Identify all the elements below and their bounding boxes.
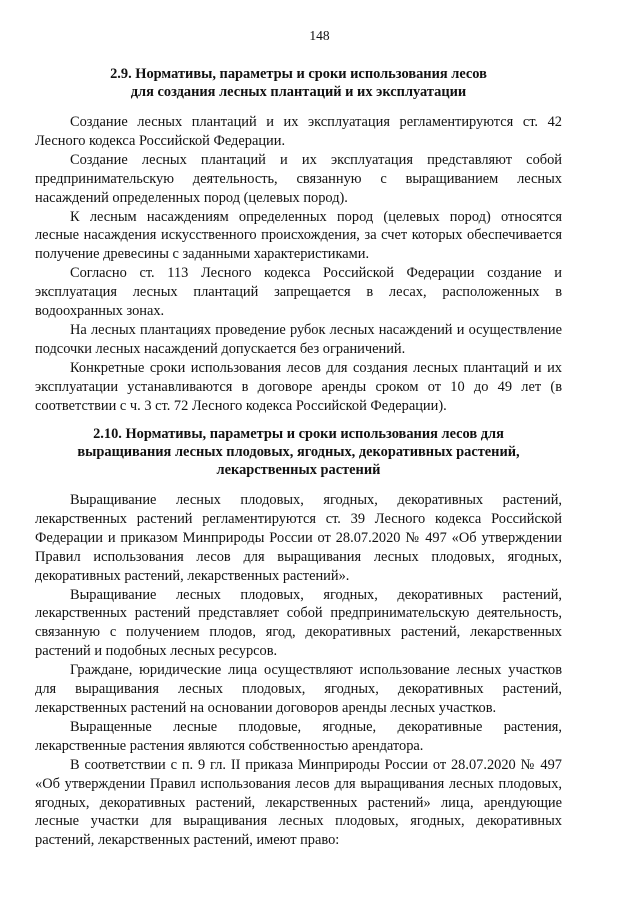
paragraph: Выращивание лесных плодовых, ягодных, декоративных растений, лекарственных растений регламентируются ст. 39 Лесного кодекса Российской Федерации и приказом Минприроды России от 28.07.2020 № 497 «Об утверждении Правил использования лесов для выращивания лесных плодовых, ягодных, декоративных растений, лекарственных растений». xyxy=(35,492,562,584)
paragraph: Создание лесных плантаций и их эксплуатация регламентируются ст. 42 Лесного кодекса Российской Федерации. xyxy=(35,114,562,149)
section-2-10-body xyxy=(35,491,562,850)
paragraph: В соответствии с п. 9 гл. II приказа Минприроды России от 28.07.2020 № 497 «Об утверждении Правил использования лесов для выращивания лесных плодовых, ягодных, декоративных растений, лекарственных растений» лица, арендующие лесные участки для выращивания лесных плодовых, ягодных, декоративных растений, лекарственных растений, имеют право: xyxy=(35,756,562,849)
paragraph: Конкретные сроки использования лесов для создания лесных плантаций и их эксплуатации устанавливаются в договоре аренды сроком от 10 до 49 лет (в соответствии с ч. 3 ст. 72 Лесного кодекса Российской Федерации). xyxy=(35,359,562,414)
heading-line: 2.9. Нормативы, параметры и сроки использования лесов xyxy=(110,66,487,82)
paragraph: На лесных плантациях проведение рубок лесных насаждений и осуществление подсочки лесных насаждений допускается без ограничений. xyxy=(35,321,562,357)
paragraph: Согласно ст. 113 Лесного кодекса Российской Федерации создание и эксплуатация лесных плантаций запрещается в лесах, расположенных в водоохранных зонах. xyxy=(35,265,562,320)
section-2-10-heading xyxy=(35,425,562,479)
page-number: 148 xyxy=(309,28,330,43)
paragraph: Выращенные лесные плодовые, ягодные, декоративные растения, лекарственные растения являются собственностью арендатора. xyxy=(35,718,562,754)
paragraph: К лесным насаждениям определенных пород (целевых пород) относятся лесные насаждения искусственного происхождения, за счет которых обеспечивается получение древесины с заданными характеристиками. xyxy=(35,208,562,263)
section-2-9-heading xyxy=(35,65,562,101)
heading-line: для создания лесных плантаций и их эксплуатации xyxy=(130,84,467,100)
heading-line: лекарственных растений xyxy=(216,462,381,478)
paragraph: Создание лесных плантаций и их эксплуатация представляют собой предпринимательскую деятельность, связанную с выращиванием лесных насаждений определенных пород (целевых пород). xyxy=(35,151,562,206)
paragraph: Выращивание лесных плодовых, ягодных, декоративных растений, лекарственных растений представляет собой предпринимательскую деятельность, связанную с получением плодов, ягод, декоративных растений, лекарственных растений и подобных лесных ресурсов. xyxy=(35,586,562,660)
heading-line: выращивания лесных плодовых, ягодных, декоративных растений, xyxy=(77,444,520,460)
paragraph: Граждане, юридические лица осуществляют использование лесных участков для выращивания лесных плодовых, ягодных, декоративных растений, лекарственных растений на основании договоров аренды лесных участков. xyxy=(35,662,562,716)
heading-line: 2.10. Нормативы, параметры и сроки использования лесов для xyxy=(93,426,504,442)
section-2-9-body xyxy=(35,113,562,416)
